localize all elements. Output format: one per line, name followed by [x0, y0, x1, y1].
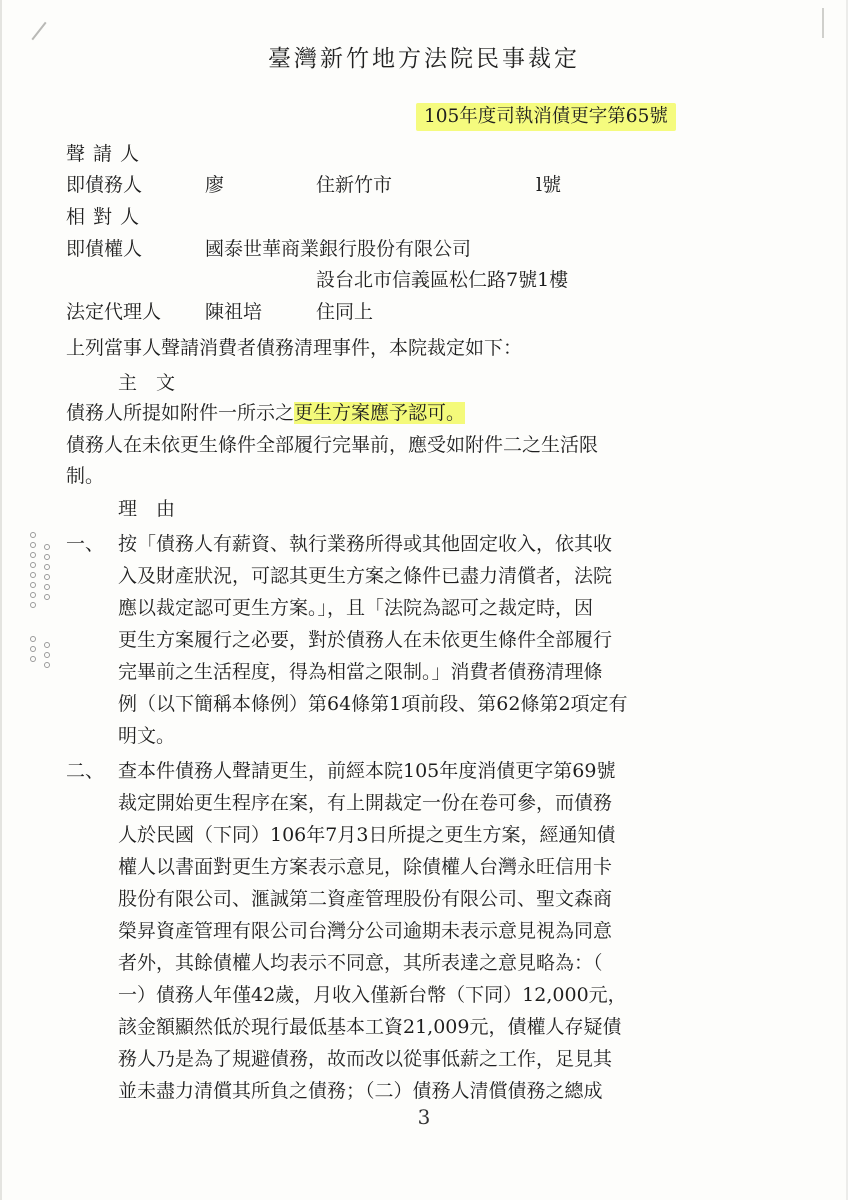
reasons-heading: 理 由 [118, 498, 176, 520]
reason-1-line: 按「債務人有薪資、執行業務所得或其他固定收入，依其收 [118, 533, 613, 555]
representative-name: 陳祖培 [205, 301, 263, 323]
document-title: 臺灣新竹地方法院民事裁定 [268, 46, 580, 72]
reason-1-line: 入及財產狀況，可認其更生方案之條件已盡力清償者，法院 [118, 565, 613, 587]
reason-2-line: 人於民國（下同）106年7月3日所提之更生方案，經通知債 [118, 824, 616, 846]
opponent-label: 相對人 [66, 206, 148, 228]
main-text-line-1-lead: 債務人所提如附件一所示之 [66, 402, 295, 424]
main-text-line-2: 債務人在未依更生條件全部履行完畢前，應受如附件二之生活限 [66, 434, 599, 456]
reason-2-line: 者外，其餘債權人均表示不同意，其所表達之意見略為：（ [118, 952, 603, 974]
debtor-label: 即債務人 [66, 174, 143, 196]
binding-holes [44, 638, 72, 672]
creditor-name: 國泰世華商業銀行股份有限公司 [205, 238, 472, 260]
case-number: 105年度司執消債更字第65號 [416, 103, 676, 131]
applicant-label: 聲請人 [66, 143, 148, 165]
reason-2-line: 榮昇資產管理有限公司台灣分公司逾期未表示意見視為同意 [118, 920, 613, 942]
reason-2-line: 務人乃是為了規避債務，故而改以從事低薪之工作，足見其 [118, 1048, 613, 1070]
reason-2-line: 該金額顯然低於現行最低基本工資21,009元，債權人存疑債 [118, 1016, 622, 1038]
reason-2-line: 查本件債務人聲請更生，前經本院105年度消債更字第69號 [118, 760, 616, 782]
reason-1-line: 例（以下簡稱本條例）第64條第1項前段、第62條第2項定有 [118, 693, 628, 715]
reason-1-line: 完畢前之生活程度，得為相當之限制。」消費者債務清理條 [118, 661, 603, 683]
reason-1-line: 明文。 [118, 725, 176, 747]
page-number: 3 [417, 1105, 431, 1129]
main-text-line-1 [66, 398, 465, 428]
representative-label: 法定代理人 [66, 301, 162, 323]
reason-2-line: 權人以書面對更生方案表示意見，除債權人台灣永旺信用卡 [118, 856, 613, 878]
reason-1-line: 應以裁定認可更生方案。」，且「法院為認可之裁定時，因 [118, 597, 594, 619]
representative-address: 住同上 [316, 301, 374, 323]
reason-1-line: 更生方案履行之必要，對於債務人在未依更生條件全部履行 [118, 629, 613, 651]
approval-highlight: 更生方案應予認可。 [294, 402, 466, 424]
debtor-address: 住新竹市 [316, 174, 393, 196]
binding-holes [44, 540, 72, 604]
reason-2-line: 一）債務人年僅42歲，月收入僅新台幣（下同）12,000元， [118, 984, 627, 1006]
creditor-label: 即債權人 [66, 238, 143, 260]
ruling-intro: 上列當事人聲請消費者債務清理事件，本院裁定如下： [66, 337, 523, 359]
reason-2-line: 股份有限公司、滙誠第二資產管理股份有限公司、聖文森商 [118, 888, 613, 910]
reason-2-line: 裁定開始更生程序在案，有上開裁定一份在卷可參，而債務 [118, 792, 613, 814]
debtor-name: 廖 [205, 174, 225, 196]
reason-2-line: 並未盡力清償其所負之債務；（二）債務人清償債務之總成 [118, 1080, 603, 1102]
reason-2-number: 二、 [66, 760, 105, 782]
main-text-heading: 主 文 [118, 372, 176, 394]
main-text-line-3: 制。 [66, 465, 105, 487]
scan-edge-mark [822, 8, 824, 38]
reason-1-number: 一、 [66, 533, 105, 555]
creditor-address: 設台北市信義區松仁路7號1樓 [316, 269, 569, 291]
debtor-address-tail: l號 [536, 174, 562, 196]
